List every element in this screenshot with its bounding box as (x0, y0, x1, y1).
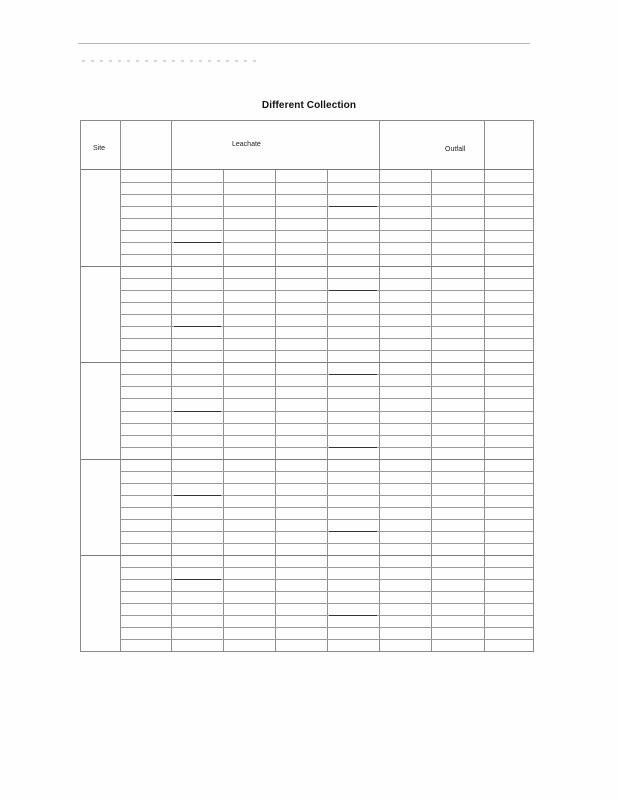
table-row-line (121, 627, 533, 628)
site-group-separator (81, 555, 533, 556)
row-stroke (174, 495, 221, 496)
table-row-line (121, 507, 533, 508)
table-row-line (121, 531, 533, 532)
table-row-line (121, 338, 533, 339)
table-row-line (121, 398, 533, 399)
table-row-line (121, 290, 533, 291)
header-separator (81, 169, 533, 170)
table-row-line (121, 615, 533, 616)
site-group-separator (81, 266, 533, 267)
table-row-line (121, 603, 533, 604)
table-row-line (121, 278, 533, 279)
header-site: Site (93, 145, 106, 152)
table-row-line (121, 639, 533, 640)
row-stroke (329, 290, 377, 291)
header-outfall: Outfall (445, 146, 466, 153)
table-row-line (121, 471, 533, 472)
table-row-line (121, 483, 533, 484)
table-row-line (121, 314, 533, 315)
table-row-line (121, 386, 533, 387)
table-row-line (121, 302, 533, 303)
row-stroke (329, 206, 377, 207)
table-row-line (121, 194, 533, 195)
collection-table (80, 120, 534, 652)
table-row-line (121, 591, 533, 592)
row-stroke (329, 447, 377, 448)
row-stroke (329, 531, 377, 532)
table-row-line (121, 230, 533, 231)
table-row-line (121, 350, 533, 351)
row-stroke (174, 411, 221, 412)
table-row-line (121, 519, 533, 520)
table-row-line (121, 206, 533, 207)
table-title: Different Collection (261, 100, 357, 111)
table-row-line (121, 447, 533, 448)
header-leachate: Leachate (232, 141, 261, 148)
row-stroke (174, 242, 221, 243)
scan-noise (82, 60, 262, 62)
row-stroke (174, 326, 221, 327)
header-rule (78, 43, 530, 44)
table-row-line (121, 182, 533, 183)
table-row-line (121, 254, 533, 255)
table-row-line (121, 567, 533, 568)
row-stroke (329, 615, 377, 616)
table-row-line (121, 218, 533, 219)
site-group-separator (81, 459, 533, 460)
table-row-line (121, 543, 533, 544)
table-row-line (121, 374, 533, 375)
table-row-line (121, 423, 533, 424)
site-group-separator (81, 362, 533, 363)
row-stroke (329, 374, 377, 375)
table-row-line (121, 435, 533, 436)
row-stroke (174, 579, 221, 580)
